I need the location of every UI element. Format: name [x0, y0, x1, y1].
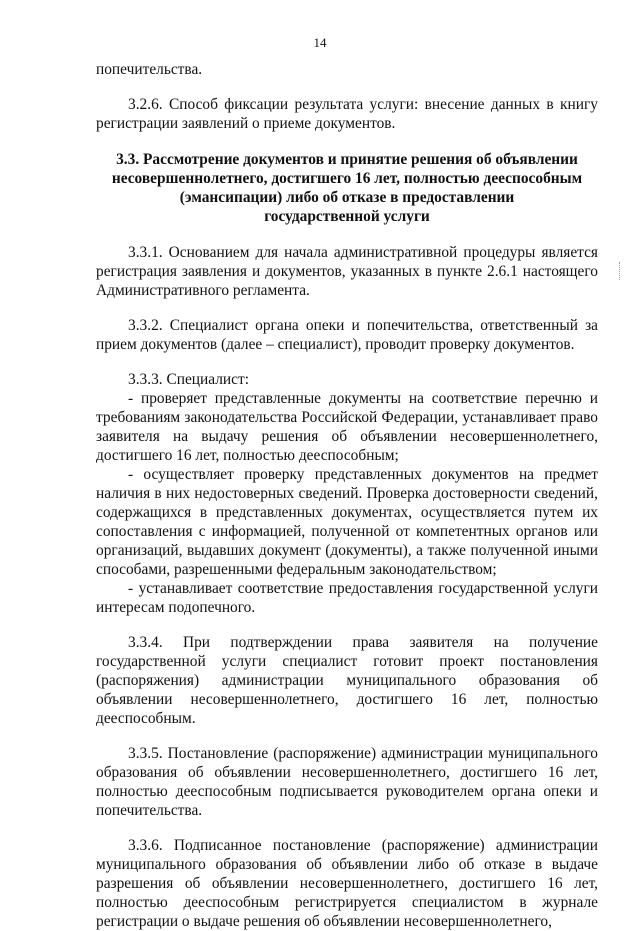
heading-line: 3.3. Рассмотрение документов и принятие решения об объявлении [116, 151, 578, 168]
heading-line: несовершеннолетнего, достигшего 16 лет, полностью дееспособным [111, 170, 583, 187]
paragraph-3-3-3-intro: 3.3.3. Специалист: [128, 371, 249, 388]
paragraph-3-3-3 [96, 370, 598, 617]
list-item: - осуществляет проверку представленных документов на предмет наличия в них недостоверных сведений. Проверка достоверности сведений, содержащихся в представленных документах, осуществляется путем их сопоставления с информацией, полученной от компетентных органов или организаций, выдавших документ (документы), а также полученной иными способами, разрешенными федеральным законодательством; [96, 466, 598, 578]
paragraph-3-3-4: 3.3.4. При подтверждении права заявителя на получение государственной услуги специалист готовит проект постановления (распоряжения) администрации муниципального образования об объявлении несовершеннолетнего, достигшего 16 лет, полностью дееспособным. [96, 634, 598, 727]
heading-line: государственной услуги [264, 208, 430, 225]
paragraph-3-3-6: 3.3.6. Подписанное постановление (распоряжение) администрации муниципального образования об объявлении либо об отказе в выдаче разрешения об объявлении несовершеннолетнего, достигшего 16 лет, полностью дееспособным регистрируется специалистом в журнале регистрации о выдаче решения об объявлении несовершеннолетнего, [96, 837, 598, 930]
paragraph-3-3-5: 3.3.5. Постановление (распоряжение) администрации муниципального образования об объявлении несовершеннолетнего, достигшего 16 лет, полностью дееспособным подписывается руководителем органа опеки и попечительства. [96, 745, 598, 819]
section-heading-3-3 [96, 150, 598, 226]
page-number: 14 [313, 35, 327, 50]
margin-mark [619, 262, 622, 280]
list-item: - устанавливает соответствие предоставления государственной услуги интересам подопечного. [96, 580, 598, 616]
list-item: - проверяет представленные документы на соответствие перечню и требованиям законодательства Российской Федерации, устанавливает право заявителя на выдачу решения об объявлении несовершеннолетнего, достигшего 16 лет, полностью дееспособным; [96, 390, 598, 464]
paragraph-continuation: попечительства. [96, 61, 203, 78]
document-body [96, 60, 598, 931]
paragraph-3-3-2: 3.3.2. Специалист органа опеки и попечительства, ответственный за прием документов (далее – специалист), проводит проверку документов. [96, 317, 598, 353]
heading-line: (эмансипации) либо об отказе в предоставлении [179, 189, 515, 206]
paragraph-3-3-1: 3.3.1. Основанием для начала административной процедуры является регистрация заявления и документов, указанных в пункте 2.6.1 настоящего Административного регламента. [96, 244, 598, 299]
paragraph-3-2-6: 3.2.6. Способ фиксации результата услуги: внесение данных в книгу регистрации заявлений о приеме документов. [96, 96, 598, 132]
